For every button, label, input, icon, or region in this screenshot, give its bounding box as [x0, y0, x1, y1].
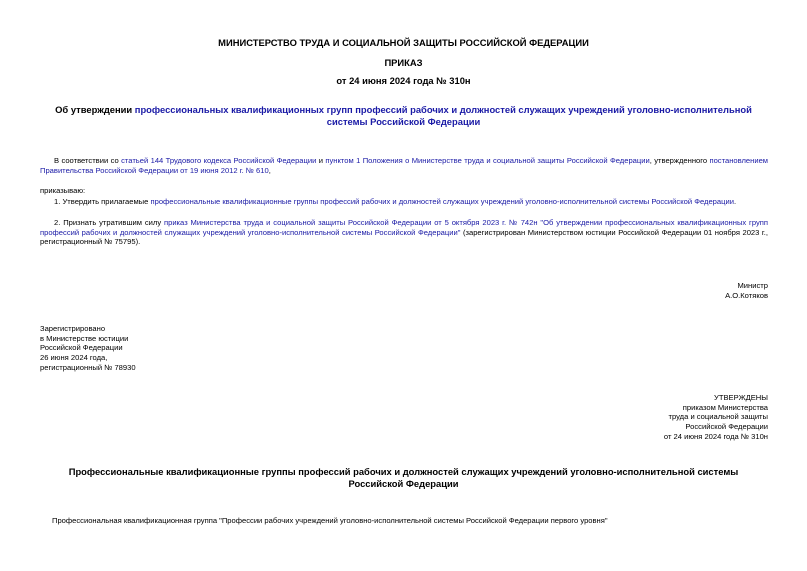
document-title [40, 104, 767, 128]
approval-line: труда и социальной защиты [668, 412, 768, 422]
approval-line: приказом Министерства [682, 402, 768, 412]
document-type-heading: ПРИКАЗ [384, 57, 423, 68]
government-decree-link[interactable]: постановлением Правительства Российской Федерации от 19 июня 2012 г. № 610 [40, 156, 769, 175]
labor-code-link[interactable]: статьей 144 Трудового кодекса Российской Федерации [121, 156, 317, 165]
approval-block [664, 393, 768, 442]
signer-position: Министр [737, 281, 768, 290]
ministry-heading: МИНИСТЕРСТВО ТРУДА И СОЦИАЛЬНОЙ ЗАЩИТЫ РОССИЙСКОЙ ФЕДЕРАЦИИ [218, 37, 589, 48]
document-date-number: от 24 июня 2024 года № 310н [336, 75, 471, 86]
order-item-1-text: 1. Утвердить прилагаемые [54, 197, 151, 206]
registration-line: регистрационный № 78930 [40, 362, 136, 372]
order-item-2 [40, 218, 768, 247]
order-item-2-end: (зарегистрирован Министерством юстиции Российской Федерации 01 ноября 2023 г., регистрационный № 75795). [40, 227, 768, 247]
document-title-link[interactable]: профессиональных квалификационных групп профессий рабочих и должностей служащих учреждений уголовно-исполнительной системы Российской Федерации [134, 104, 752, 128]
preamble-text-3: , утвержденного [649, 156, 710, 165]
groups-heading: Профессиональные квалификационные группы профессий рабочих и должностей служащих учреждений уголовно-исполнительной системы Российской Федерации [68, 466, 739, 490]
approval-line: УТВЕРЖДЕНЫ [714, 393, 768, 402]
registration-line: 26 июня 2024 года, [40, 353, 108, 363]
preamble-paragraph [40, 156, 768, 175]
registration-line: Российской Федерации [40, 343, 123, 353]
document-title-prefix: Об утверждении [55, 104, 135, 115]
signature-block [725, 281, 768, 300]
preamble-text-2: и [316, 156, 326, 165]
previous-order-link[interactable]: приказ Министерства труда и социальной защиты Российской Федерации от 5 октября 2023 г. № 742н "Об утверждении профессиональных квалификационных групп профессий рабочих и должностей служащих учреждений уголовно-исполнительной системы Российской Федерации" [40, 218, 768, 237]
preamble-text-4: , [268, 165, 271, 175]
signer-name: А.О.Котяков [725, 290, 768, 300]
preamble-text-1: В соответствии со [54, 156, 122, 165]
order-item-1 [40, 197, 768, 207]
group-1-title: Профессиональная квалификационная группа "Профессии рабочих учреждений уголовно-исполнительной системы Российской Федерации первого уровня" [52, 516, 608, 525]
order-item-2-text: 2. Признать утратившим силу [54, 218, 164, 227]
registration-block [40, 324, 136, 373]
registration-line: Зарегистрировано [40, 324, 106, 333]
approval-line: Российской Федерации [685, 422, 768, 432]
order-item-1-end: . [733, 197, 737, 206]
registration-line: в Министерстве юстиции [40, 333, 129, 343]
order-word: приказываю: [40, 186, 86, 195]
ministry-regulation-link[interactable]: пунктом 1 Положения о Министерстве труда и социальной защиты Российской Федерации [325, 156, 650, 165]
approval-line: от 24 июня 2024 года № 310н [663, 431, 768, 441]
groups-link[interactable]: профессиональные квалификационные группы профессий рабочих и должностей служащих учреждений уголовно-исполнительной системы Российской Федерации [150, 197, 734, 206]
